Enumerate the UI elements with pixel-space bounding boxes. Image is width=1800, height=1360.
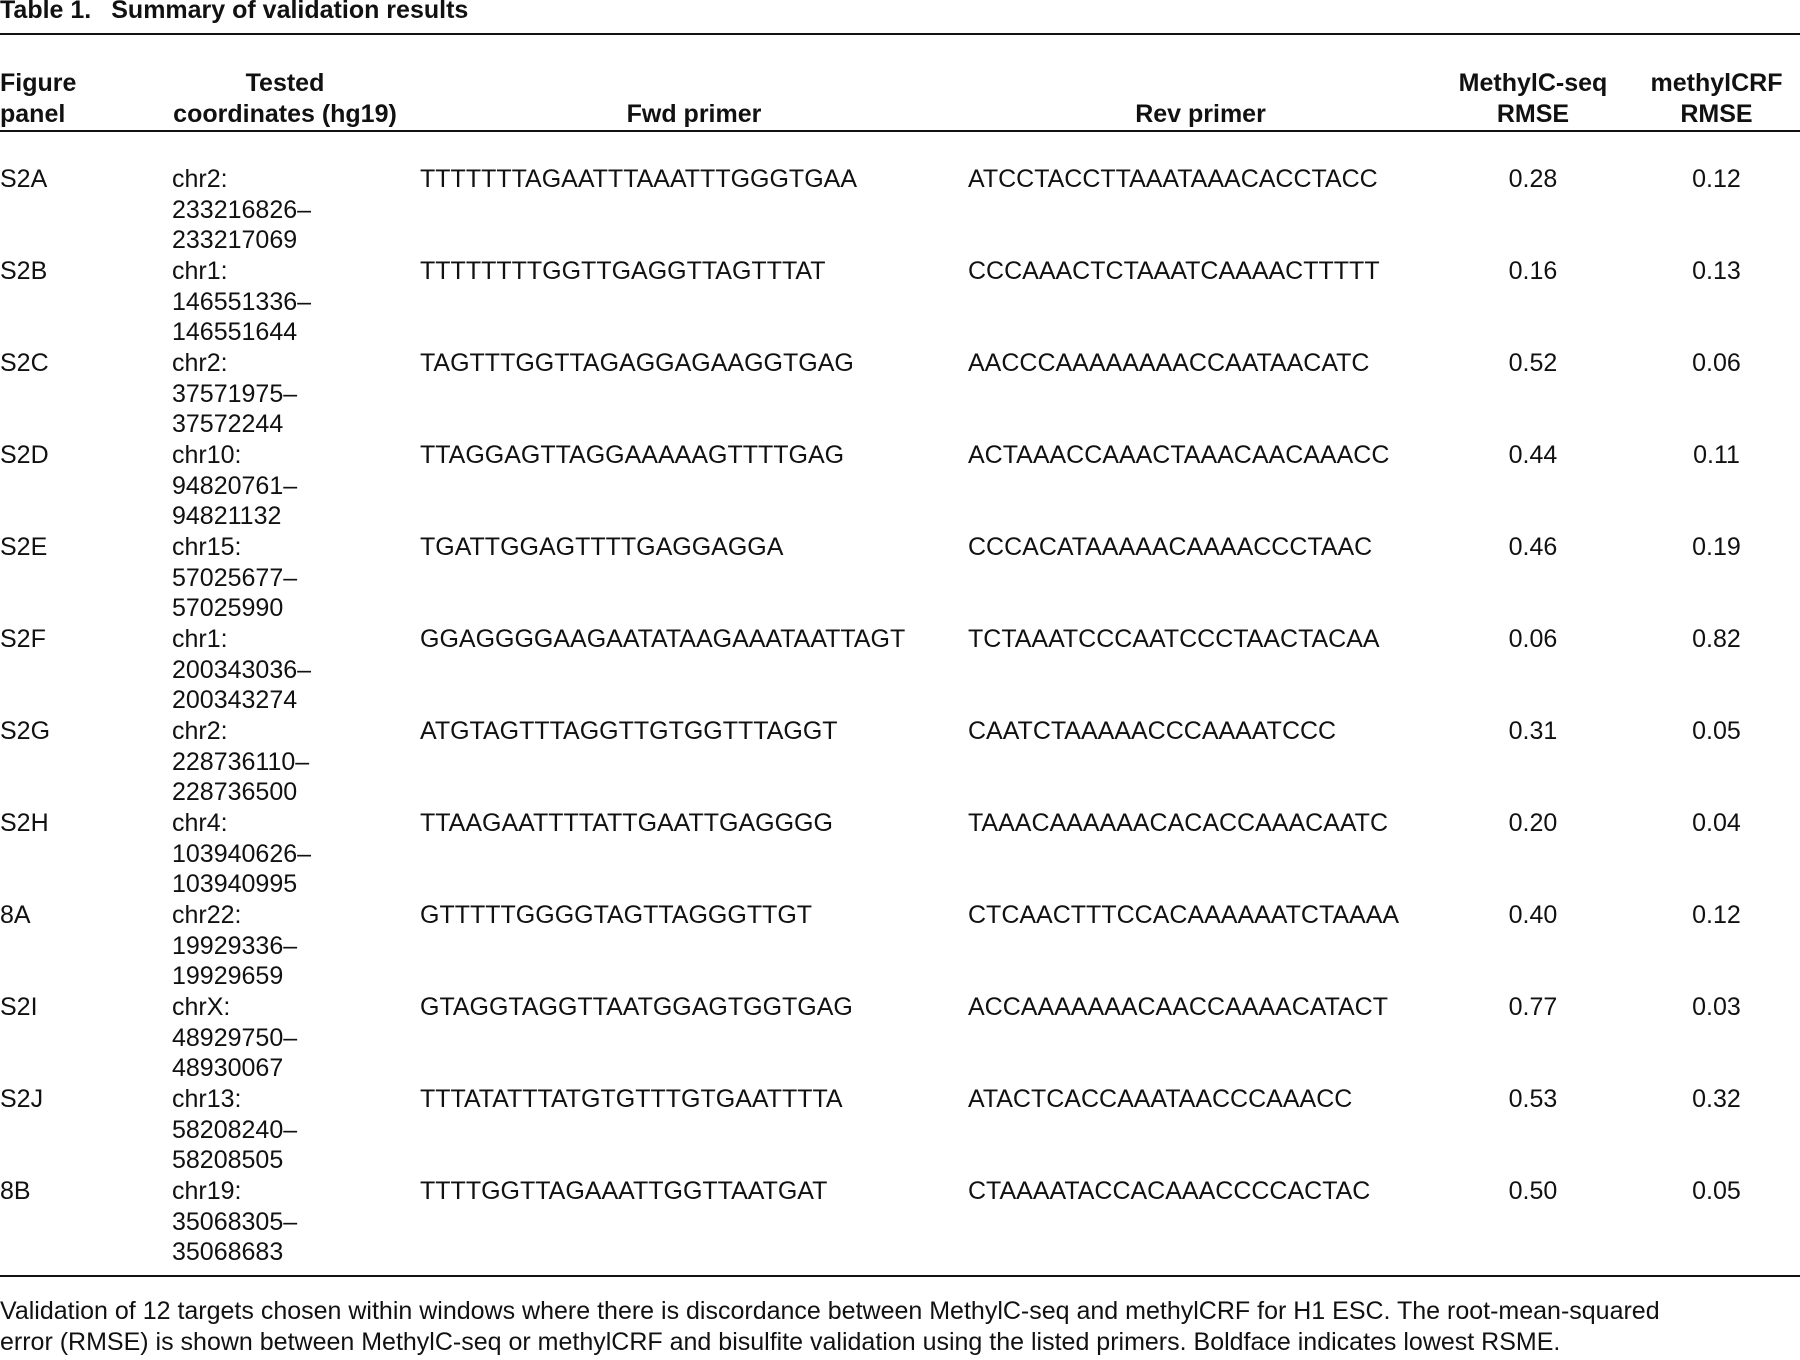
table-body — [0, 144, 1800, 1268]
cell-methylcrf-rmse: 0.32 — [1692, 1085, 1741, 1113]
cell-methylcrf-rmse: 0.03 — [1692, 993, 1741, 1021]
cell-fwd-primer: ATGTAGTTTAGGTTGTGGTTTAGGT — [420, 717, 838, 745]
cell-fwd-primer: TGATTGGAGTTTTGAGGAGGA — [420, 533, 784, 561]
coordinate-line: chr2: — [172, 717, 228, 745]
cell-figure-panel: S2C — [0, 349, 49, 377]
cell-methylc-rmse: 0.28 — [1508, 165, 1558, 193]
cell-rev-primer: ACCAAAAAAACAACCAAAACATACT — [968, 993, 1389, 1021]
cell-methylcrf-rmse: 0.11 — [1693, 441, 1740, 469]
header-fwd-primer: Fwd primer — [626, 100, 762, 128]
cell-tested-coordinates — [150, 440, 420, 532]
cell-fwd-primer: TTAAGAATTTTATTGAATTGAGGGG — [420, 809, 833, 837]
cell-figure-panel: S2H — [0, 809, 49, 837]
cell-methylcrf-rmse: 0.12 — [1692, 901, 1741, 929]
cell-tested-coordinates — [150, 808, 420, 900]
cell-methylcrf-rmse: 0.05 — [1692, 717, 1741, 745]
coordinate-line: 94821132 — [172, 502, 282, 530]
cell-methylcrf-rmse: 0.19 — [1692, 533, 1741, 561]
cell-methylc-rmse: 0.16 — [1508, 257, 1558, 285]
coordinate-line: 228736110– — [172, 747, 310, 776]
header-row — [0, 48, 1800, 144]
cell-methylc-rmse: 0.46 — [1508, 533, 1558, 561]
table-row — [0, 624, 1800, 716]
cell-fwd-primer: GTTTTTGGGGTAGTTAGGGTTGT — [420, 901, 813, 929]
cell-methylcrf-rmse: 0.12 — [1692, 165, 1741, 193]
coordinate-line: chr15: — [172, 533, 242, 561]
cell-figure-panel: S2D — [0, 441, 49, 469]
cell-fwd-primer: TTTATATTTATGTGTTTGTGAATTTTA — [420, 1085, 843, 1113]
cell-figure-panel: S2E — [0, 533, 48, 561]
cell-tested-coordinates — [150, 144, 420, 256]
cell-fwd-primer: TAGTTTGGTTAGAGGAGAAGGTGAG — [420, 349, 854, 377]
cell-methylcrf-rmse: 0.06 — [1692, 349, 1741, 377]
cell-figure-panel: 8B — [0, 1177, 31, 1205]
coordinate-line: 146551336– — [172, 287, 312, 316]
cell-figure-panel: 8A — [0, 901, 31, 929]
cell-rev-primer: CAATCTAAAAACCCAAAATCCC — [968, 717, 1337, 745]
table-caption — [0, 0, 468, 26]
coordinate-line: 200343036– — [172, 655, 312, 684]
header-tested-coordinates: Tested coordinates (hg19) — [173, 69, 397, 128]
coordinate-line: 233217069 — [172, 226, 298, 254]
table-row — [0, 1084, 1800, 1176]
coordinate-line: 37572244 — [172, 410, 284, 438]
coordinate-line: 228736500 — [172, 778, 298, 806]
coordinate-line: 103940626– — [172, 839, 312, 868]
cell-rev-primer: ACTAAACCAAACTAAACAACAAACC — [968, 441, 1390, 469]
coordinate-line: 35068683 — [172, 1238, 284, 1266]
coordinate-line: chr1: — [172, 625, 228, 653]
cell-rev-primer: CTCAACTTTCCACAAAAAATCTAAAA — [968, 901, 1400, 929]
coordinate-line: chr13: — [172, 1085, 242, 1113]
table-title: Summary of validation results — [111, 0, 469, 24]
header-figure-panel: Figure panel — [0, 69, 77, 128]
cell-methylc-rmse: 0.53 — [1508, 1085, 1558, 1113]
coordinate-line: chr2: — [172, 165, 228, 193]
cell-tested-coordinates — [150, 532, 420, 624]
cell-rev-primer: ATCCTACCTTAAATAAACACCTACC — [968, 165, 1378, 193]
coordinate-line: chr10: — [172, 441, 242, 469]
cell-tested-coordinates — [150, 716, 420, 808]
bottom-rule — [0, 1275, 1800, 1277]
coordinate-line: 146551644 — [172, 318, 298, 346]
coordinate-line: 58208240– — [172, 1115, 298, 1144]
table-number: Table 1. — [0, 0, 92, 24]
cell-tested-coordinates — [150, 900, 420, 992]
cell-methylc-rmse: 0.50 — [1508, 1177, 1558, 1205]
table-row — [0, 808, 1800, 900]
coordinate-line: 57025677– — [172, 563, 298, 592]
cell-methylcrf-rmse: 0.13 — [1692, 257, 1741, 285]
cell-rev-primer: ATACTCACCAAATAACCCAAACC — [968, 1085, 1353, 1113]
table-row — [0, 900, 1800, 992]
cell-fwd-primer: GTAGGTAGGTTAATGGAGTGGTGAG — [420, 993, 853, 1021]
cell-figure-panel: S2B — [0, 257, 48, 285]
table-row — [0, 716, 1800, 808]
coordinate-line: 103940995 — [172, 870, 298, 898]
coordinate-line: 48929750– — [172, 1023, 298, 1052]
cell-figure-panel: S2I — [0, 993, 38, 1021]
header-methylcrf-rmse: methylCRF RMSE — [1650, 69, 1783, 128]
coordinate-line: 200343274 — [172, 686, 298, 714]
cell-fwd-primer: TTTTGGTTAGAAATTGGTTAATGAT — [420, 1177, 828, 1205]
table-footnote — [0, 1296, 1800, 1358]
coordinate-line: chr4: — [172, 809, 228, 837]
table-row — [0, 348, 1800, 440]
cell-tested-coordinates — [150, 1176, 420, 1268]
cell-methylcrf-rmse: 0.04 — [1692, 809, 1741, 837]
coordinate-line: chrX: — [172, 993, 231, 1021]
cell-tested-coordinates — [150, 1084, 420, 1176]
cell-rev-primer: TAAACAAAAAACACACCAAACAATC — [968, 809, 1389, 837]
footnote-line: Validation of 12 targets chosen within windows where there is discordance between MethylC-seq and methylCRF for H1 ESC. The root-mean-squared — [0, 1297, 1660, 1325]
coordinate-line: 35068305– — [172, 1207, 298, 1236]
coordinate-line: chr22: — [172, 901, 242, 929]
header-methylc-rmse: MethylC-seq RMSE — [1458, 69, 1608, 128]
cell-methylc-rmse: 0.20 — [1508, 809, 1558, 837]
cell-tested-coordinates — [150, 256, 420, 348]
table-row — [0, 1176, 1800, 1268]
cell-methylcrf-rmse: 0.82 — [1692, 625, 1741, 653]
cell-methylc-rmse: 0.40 — [1508, 901, 1558, 929]
cell-rev-primer: AACCCAAAAAAAACCAATAACATC — [968, 349, 1370, 377]
table-row — [0, 440, 1800, 532]
cell-figure-panel: S2J — [0, 1085, 44, 1113]
cell-figure-panel: S2F — [0, 625, 46, 653]
cell-rev-primer: CCCACATAAAAACAAAACCCTAAC — [968, 533, 1373, 561]
table-row — [0, 992, 1800, 1084]
cell-tested-coordinates — [150, 992, 420, 1084]
cell-methylc-rmse: 0.44 — [1508, 441, 1558, 469]
coordinate-line: 37571975– — [172, 379, 298, 408]
coordinate-line: chr1: — [172, 257, 228, 285]
cell-figure-panel: S2G — [0, 717, 51, 745]
validation-results-table — [0, 48, 1800, 1268]
cell-fwd-primer: TTAGGAGTTAGGAAAAAGTTTTGAG — [420, 441, 845, 469]
table-row — [0, 256, 1800, 348]
cell-methylc-rmse: 0.52 — [1508, 349, 1558, 377]
coordinate-line: 57025990 — [172, 594, 284, 622]
cell-figure-panel: S2A — [0, 165, 48, 193]
header-rev-primer: Rev primer — [1135, 100, 1266, 128]
coordinate-line: 58208505 — [172, 1146, 284, 1174]
cell-tested-coordinates — [150, 624, 420, 716]
coordinate-line: chr19: — [172, 1177, 242, 1205]
coordinate-line: chr2: — [172, 349, 228, 377]
cell-methylc-rmse: 0.06 — [1508, 625, 1558, 653]
footnote-line: error (RMSE) is shown between MethylC-seq or methylCRF and bisulfite validation using the listed primers. Boldface indicates lowest RSME. — [0, 1328, 1561, 1356]
table-row — [0, 532, 1800, 624]
cell-tested-coordinates — [150, 348, 420, 440]
cell-rev-primer: CTAAAATACCACAAACCCCACTAC — [968, 1177, 1371, 1205]
cell-fwd-primer: GGAGGGGAAGAATATAAGAAATAATTAGT — [420, 625, 906, 653]
coordinate-line: 19929336– — [172, 931, 298, 960]
cell-methylc-rmse: 0.31 — [1508, 717, 1558, 745]
cell-methylcrf-rmse: 0.05 — [1692, 1177, 1741, 1205]
cell-fwd-primer: TTTTTTTAGAATTTAAATTTGGGTGAA — [420, 165, 857, 193]
cell-rev-primer: TCTAAATCCCAATCCCTAACTACAA — [968, 625, 1380, 653]
coordinate-line: 233216826– — [172, 195, 312, 224]
coordinate-line: 48930067 — [172, 1054, 284, 1082]
top-rule — [0, 33, 1800, 35]
coordinate-line: 19929659 — [172, 962, 284, 990]
cell-rev-primer: CCCAAACTCTAAATCAAAACTTTTT — [968, 257, 1380, 285]
coordinate-line: 94820761– — [172, 471, 298, 500]
cell-methylc-rmse: 0.77 — [1508, 993, 1558, 1021]
table-row — [0, 144, 1800, 256]
cell-fwd-primer: TTTTTTTTGGTTGAGGTTAGTTTAT — [420, 257, 826, 285]
